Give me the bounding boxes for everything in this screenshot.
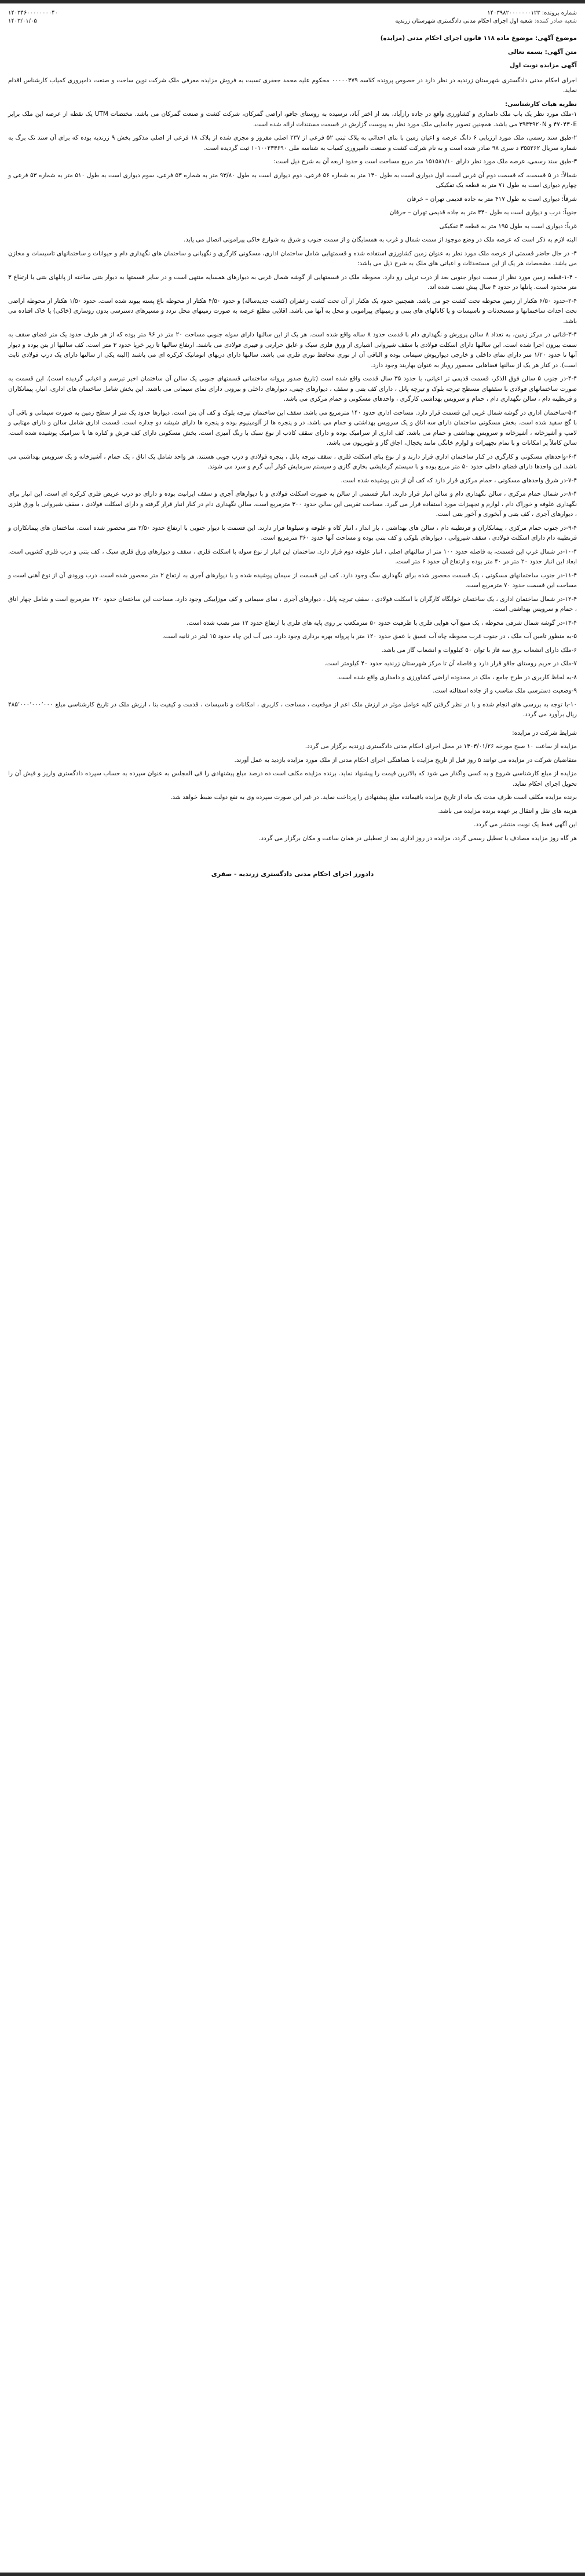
document-body [0, 25, 585, 880]
letter-number: ۱۴۰۳۴۶۰۰۰۰۰۰۰۰۴۰ [8, 10, 58, 16]
expert-opinion-title: نظریه هیات کارشناسی: [504, 100, 577, 108]
expert-item: ۱۰-۴-در شمال غرب این قسمت، به فاصله حدود ۱۰۰ متر از سالنهای اصلی ، انبار علوفه دوم قرار دارد. ساختمان این انبار از نوع سوله با اسکلت فلزی ، سقف و دیوارهای ورق فلزی سبک ، کف بتنی و درب فلزی کشویی است. ابعاد این انبار حدود ۲۰ متر در ۴۰ متر بوده و ارتفاع آن حدود ۶ متر است. [8, 548, 577, 565]
expert-item: ۸-به لحاظ کاربری در طرح جامع ، ملک در محدوده اراضی کشاورزی و دامداری واقع شده است. [337, 673, 577, 681]
title-line: آگهی مزایده نوبت اول [510, 62, 577, 69]
expert-item: ۴- در حال حاضر قسمتی از عرصه ملک مورد نظر به عنوان زمین کشاورزی استفاده شده و قسمتهایی شامل ساختمان اداری، مسکونی کارگری و نگهبانی و ساختمان های نگهداری دام و حیوانات و ساختمانهای تاسیسات و مخازن می باشد. مشخصات هر یک از این مستحدثات و اعیانی های ملک به شرح ذیل می باشد: [8, 250, 577, 267]
expert-item: ۳-طبق سند رسمی، عرصه ملک مورد نظر دارای ۱۵۱۵۸۱/۱۰ متر مربع مساحت است و حدود اربعه آن به شرح ذیل است: [273, 158, 577, 165]
expert-item: ۴-۴-در جنوب ۵ سالن فوق الذکر، قسمت قدیمی تر اعیانی، با حدود ۳۵ سال قدمت واقع شده است (تاریخ صدور پروانه ساختمانی قسمتهای جنوبی یک سالن آن ساختمان اخیر تبرسم و اعیانی گردیده است). این قسمت به صورت ساختمانهای فولادی با سقفهای مسطح تیرچه بلوک و تیرچه پانل ، دارای کف بتنی و سقف ، دیوارهای چینی، دیوارهای داخلی و بیرونی دارای نمای سیمانی می باشند. این بخش شامل ساختمان های اداری، انبار، پیمانکاران و قرنطینه دام ، سالن نگهداری دام ، حمام و سرویس بهداشتی کارگری ، واحدهای مسکونی و حمام مرکزی می باشد. [8, 375, 577, 402]
issuing-branch: شعبه صادر کننده: شعبه اول اجرای احکام مدنی دادگستری شهرستان زرندیه [395, 18, 577, 24]
expert-item: غرباً: دیواری است به طول ۱۹۵ متر به قطعه ۳ تفکیکی [439, 222, 577, 230]
expert-item: ۵-به منظور تامین آب ملک ، در جنوب غرب محوطه چاه آب عمیق با عمق حدود ۱۲۰ متر با پروانه بهره برداری وجود دارد. دبی آب این چاه حدود ۱۵ لیتر در ثانیه است. [162, 633, 577, 640]
expert-item: شمالاً: در ۵ قسمت، که قسمت دوم آن غربی است، اول دیواری است به طول ۱۴۰ متر به شماره ۵۶ فرعی، دوم دیواری است به طول ۹۳/۸۰ متر به شماره ۵۳ فرعی، سوم دیواری است به طول ۵۱۰ متر به شماره ۵۳ فرعی و چهارم دیواری است به طول ۷۱ متر به قطعه یک تفکیکی [8, 171, 577, 189]
expert-item: ۱۱-۴-در جنوب ساختمانهای مسکونی ، یک قسمت محصور شده برای نگهداری سگ وجود دارد. کف این قسمت از سیمان پوشیده شده و با دیوارهای آجری به ارتفاع ۲ متر محصور شده است. درب ورودی آن از نوع آهنی است و مساحت این قسمت حدود ۷۰ مترمربع است. [8, 571, 577, 589]
auction-terms [8, 728, 577, 830]
term-item: مزایده از ساعت ۱۰ صبح مورخه ۱۴۰۳/۰۱/۲۶ در محل اجرای احکام مدنی دادگستری زرندیه برگزار می گردد. [305, 743, 577, 750]
expert-items [8, 109, 577, 720]
expert-item: البته لازم به ذکر است که عرصه ملک در وضع موجود از سمت شمال و غرب به همسایگان و از سمت جنوب و شرق به شوارع خاکی پیرامونی اتصال می یابد. [183, 236, 577, 243]
term-item: هزینه های نقل و انتقال بر عهده برنده مزایده می باشد. [438, 807, 577, 815]
expert-item: ۲-۴-حدود ۶/۵۰ هکتار از زمین محوطه تحت کشت جو می باشد. همچنین حدود یک هکتار از آن تحت کشت زعفران (کشت جدیدساله) و حدود ۴/۵۰ هکتار از محوطه باغ پسته بیوند شده است. حدود ۱/۵۰ هکتار از محوطه اراضی تحت احداث ساختمانها و مستحدثات و تاسیسات و یا کانالهای های بتنی و زمینهای پیرامونی و محل به آنها می باشد. اقلابی مطلع عرصه به صورت زمینهای محل تردد و مسیرهای دسترسی بدون روسازی (خاکی) یا خاک افتاده می باشد. [8, 297, 577, 325]
term-item: شرایط شرکت در مزایده: [512, 729, 577, 736]
case-number: شماره پرونده: ۱۴۰۳۹۸۲۰۰۰۰۰۰۰۱۲۳ [487, 10, 577, 16]
expert-item: - ۱-۴-قطعه زمین مورد نظر از سمت دیوار جنوبی بعد از درب ترپلی رو دارد. محوطه ملک در قسمتهایی از گوشه شمال غربی به دیوارهای همسایه منتهی است و در سایر قسمتها به دیوار بتنی ساخته از پانلهای بتنی با ارتفاع ۳ متر محدود است. پانلها در حدود ۴ سال پیش نصب شده اند. [8, 273, 577, 291]
expert-item: ۱-ملک مورد نظر یک باب ملک دامداری و کشاورزی واقع در جاده رازآباد، بعد از اختر آباد، نرسیده به روستای جاقو، اراضی گمرکان، شرکت کشت و صنعت گمرکان می باشد. مختصات UTM یک نقطه از عرصه این ملک برابر ۴۷۰۴۳۰E و ۳۹۴۳۹۲۰N می باشد. همچنین تصویر جانمایی ملک مورد نظر به پیوست گزارش در قسمت مستندات ارائه شده است. [8, 111, 577, 128]
expert-item: جنوباً: درب و دیواری است به طول ۴۴۰ متر به جاده قدیمی تهران – خرقان [389, 209, 577, 216]
date: ۱۴۰۳/۰۱/۰۵ [8, 18, 37, 24]
term-item: برنده مزایده مکلف است ظرف مدت یک ماه از تاریخ مزایده باقیمانده مبلغ پیشنهادی را پرداخت نماید. در غیر این صورت سپرده وی به نفع دولت ضبط خواهد شد. [170, 794, 577, 801]
subject: موضوع آگهی: موضوع ماده ۱۱۸ قانون اجرای احکام مدنی (مزایده) [380, 35, 577, 42]
expert-item: ۹-وضعیت دسترسی ملک مناسب و از جاده اسفالته است. [433, 687, 577, 694]
expert-item: ۷-ملک در حریم روستای جاقو قرار دارد و فاصله آن تا مرکز شهرستان زرندیه حدود ۴۰ کیلومتر است. [324, 660, 577, 667]
expert-item: ۱۳-۴-در گوشه شمال شرقی محوطه ، یک منبع آب هوایی فلزی با ظرفیت حدود ۵۰ مترمکعب بر روی پایه های فلزی با ارتفاع حدود ۱۲ متر نصب شده است. [187, 619, 577, 626]
term-item: متقاضیان شرکت در مزایده می توانند ۵ روز قبل از تاریخ مزایده با هماهنگی اجرای احکام مدنی از ملک مورد مزایده بازدید به عمل آورند. [234, 756, 577, 764]
term-item: این آگهی فقط یک نوبت منتشر می گردد. [474, 821, 577, 828]
expert-item: ۳-۴-قناتی در مرکز زمین، به تعداد ۸ سالن پرورش و نگهداری دام با قدمت حدود ۸ ساله واقع شده است. هر یک از این سالنها دارای سوله جنوبی مساحت ۲۰ متر در ۹۶ متر بوده که از هر طرف حدود یک متر فضای سقف به سمت بیرون اجرا شده است. این سالنها دارای اسکلت فولادی با سقف شیروانی اشیاری از ورق فلزی سبک و عایق حرارتی و فیبری فولادی می باشند. ارتفاع سالنها تا زیر خرپا حدود ۳ متر است. کف سالنها از بتن بوده و دیوار آنها تا حدود ۱/۲۰ متر دارای نمای داخلی و خارجی دیوارپوش سیمانی بوده و الباقی آن از توری محافظ توری فلزی می باشد. سالنها دارای دربهای اتوماتیک کرکره ای می باشند (البته یکی از سالنها دارای یک درب فولادی ثابت است). در کنار هر یک از سالنها فضاهایی محصور روباز به عنوان بهاربند وجود دارد. [8, 331, 577, 369]
closing-paragraph: هر گاه روز مزایده مصادف با تعطیل رسمی گردد، مزایده در روز اداری بعد از تعطیلی در همان ساعت و مکان برگزار می گردد. [259, 834, 577, 842]
expert-item: ۱۰-با توجه به بررسی های انجام شده و با در نظر گرفتن کلیه عوامل موثر در ارزش ملک اعم از موقعیت ، مساحت ، کاربری ، امکانات و تاسیسات ، قدمت و کیفیت بنا ، ارزش ملک در تاریخ کارشناسی مبلغ ۴۸۵٬۰۰۰٬۰۰۰٬۰۰۰ ریال برآورد می گردد. [8, 701, 577, 718]
expert-item: ۷-۴-در شرق واحدهای مسکونی ، حمام مرکزی قرار دارد که کف آن از بتن پوشیده شده است. [341, 477, 577, 484]
header [0, 3, 585, 25]
term-item: مزایده از مبلغ کارشناسی شروع و به کسی واگذار می شود که بالاترین قیمت را پیشنهاد نماید. برنده مزایده مکلف است ده درصد مبلغ پیشنهادی را فی المجلس به عنوان سپرده به حساب سپرده دادگستری واریز و فیش آن را تحویل اجرای احکام نماید. [8, 770, 577, 787]
intro-paragraph: اجرای احکام مدنی دادگستری شهرستان زرندیه در نظر دارد در خصوص پرونده کلاسه ۰۰۰۰۰۴۷۹ محکوم علیه محمد جعفری تسبت به فروش مزایده معرفی ملک شرکت نوین ساخت و صنعت دامپروری کمیاب کارشناس اقدام نماید. [8, 76, 577, 94]
expert-item: ۹-۴-در جنوب حمام مرکزی ، پیمانکاران و قرنطینه دام ، سالن های بهداشتی ، بار انداز ، انبار کاه و علوفه و سیلوها قرار دارند. این قسمت با دیوار جنوبی با ارتفاع حدود ۲/۵۰ متر محصور شده است. ساختمان های پیمانکاران و قرنطینه دام دارای اسکلت فولادی ، سقف شیروانی ، دیوارهای بلوکی و کف بتنی بوده و مساحت آنها حدود ۳۶۰ مترمربع است. [8, 524, 577, 541]
expert-item: ۸-۴-در شمال حمام مرکزی ، سالن نگهداری دام و سالن انبار قرار دارند. انبار قسمتی از سالن به صورت اسکلت فولادی و با دیوارهای آجری و سقف ایرانیت بوده و دارای دو درب عریض فلزی کرکره ای است. این انبار برای نگهداری علوفه و خوراک دام ، لوازم و تجهیزات مورد استفاده قرار می گیرد. مساحت تقریبی این سالن حدود ۳۰۰ مترمربع است. سالن نگهداری دام در کنار انبار قرار گرفته و دارای اسکلت فولادی ، سقف شیروانی با ورق فلزی ، دیوارهای آجری ، کف بتنی و آبخوری و آخور بتنی است. [8, 490, 577, 518]
case-number-value: ۱۴۰۳۹۸۲۰۰۰۰۰۰۰۱۲۳ [487, 10, 540, 16]
expert-item: ۶-ملک دارای انشعاب برق سه فاز با توان ۵۰ کیلووات و انشعاب گاز می باشد. [381, 646, 577, 654]
signature: دادورز اجرای احکام مدنی دادگستری زرندیه - صفری [211, 870, 374, 878]
matn-line: متن آگهی: بسمه تعالی [507, 48, 577, 56]
expert-item: شرقاً: دیواری است به طول ۴۱۷ متر به جاده قدیمی تهران – خرقان [407, 195, 577, 203]
expert-item: ۱۲-۴-در شمال ساختمان اداری ، یک ساختمان خوابگاه کارگران با اسکلت فولادی ، سقف تیرچه پانل ، دیوارهای آجری ، نمای سیمانی و کف موزاییکی وجود دارد. مساحت این ساختمان حدود ۱۲۰ مترمربع است و شامل چهار اتاق ، حمام و سرویس بهداشتی است. [8, 595, 577, 613]
expert-item: ۶-۴-واحدهای مسکونی و کارگری در کنار ساختمان اداری قرار دارند و از نوع بنای اسکلت فلزی ، سقف تیرچه پانل ، پنجره فولادی و درب چوبی هستند. هر واحد شامل یک اتاق ، یک حمام ، آشپزخانه و یک سرویس بهداشتی می باشد. این واحدها دارای فضای داخلی حدود ۵۰ متر مربع بوده و با سیستم گرمایشی بخاری گازی و سیستم سرمایش کولر آبی گرم و سرد می شوند. [8, 453, 577, 470]
expert-item: ۲-طبق سند رسمی، ملک مورد ارزیابی ۶ دانگ عرصه و اعیان زمین با بنای احداثی به پلاک ثبتی ۵۲ فرعی از ۲۳۷ اصلی مفروز و مجزی شده از پلاک ۱۸ فرعی از اصلی مذکور بخش ۹ زرندیه بوده که برای آن سند تک برگ به شماره سریال ۳۵۵۲۶۲ د سری ۹۸ صادر شده است و به نام شرکت کشت و صنعت دامپروری کمیاب به شناسه ملی ۱۰۱۰۰۲۳۳۶۹۰ ثبت گردیده است. [8, 134, 577, 152]
expert-item: ۵-۴-ساختمان اداری در گوشه شمال غربی این قسمت قرار دارد. مساحت اداری حدود ۱۴۰ مترمربع می باشد. سقف این ساختمان تیرچه بلوک و کف آن بتن است. دیوارها حدود یک متر از سطح زمین به صورت سیمانی و باقی آن با گچ سفید شده است. بخش مسکونی ساختمان دارای سه اتاق و یک سرویس بهداشتی و حمام می باشد. در و پنجره ها از آلومینیوم بوده و پنجره ها دارای شیشه دو جداره است. قسمت اداری شامل سالن و دارای مهتابی و لامپ و آشپزخانه ، آشپزخانه و سرویس بهداشتی و حمام می باشد. کف اداری از سرامیک بوده و دارای سقف کاذب از نوع سبک با رنگ آمیزی است. بخش مسکونی دارای کف فرش و کناره ها با سرامیک پوشیده شده است. سالن کاملاً پر امکانات و با تمام تجهیزات و لوازم خانگی مانند یخچال، اجاق گاز و تلویزیون می باشد. [8, 409, 577, 446]
